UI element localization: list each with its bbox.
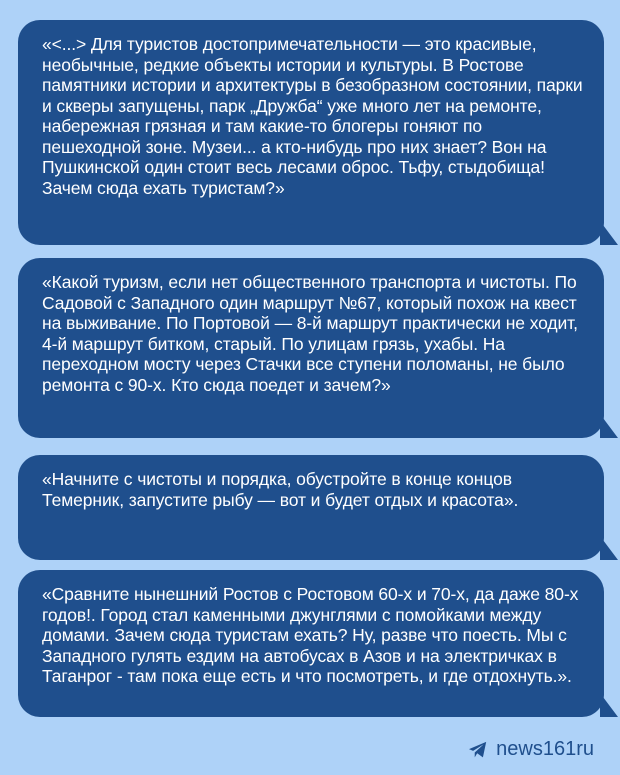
quote-bubble-2 — [18, 258, 604, 438]
quote-text-3: «Начните с чистоты и порядка, обустройте в конце концов Темерник, запустите рыбу — вот и будет отдых и красота». — [42, 469, 519, 510]
quote-text-4: «Сравните нынешний Ростов с Ростовом 60-х и 70-х, да даже 80-х годов!. Город стал каменными джунглями с помойками между домами. Зачем сюда туристам ехать? Ну, разве что поесть. Мы с Западного гулять ездим на автобусах в Азов и на электричках в Таганрог - там пока еще есть и что посмотреть, и где отдохнуть.». — [42, 584, 579, 686]
source-footer — [468, 738, 594, 761]
quote-text-2: «Какой туризм, если нет общественного транспорта и чистоты. По Садовой с Западного один маршрут №67, который похож на квест на выживание. По Портовой — 8-й маршрут практически не ходит, 4-й маршрут битком, старый. По улицам грязь, ухабы. На переходном мосту через Стачки все ступени поломаны, не было ремонта с 90-х. Кто сюда поедет и зачем?» — [42, 272, 578, 395]
quote-bubble-1 — [18, 20, 604, 245]
quote-bubble-4 — [18, 570, 604, 717]
telegram-icon — [468, 741, 488, 759]
quote-bubble-3 — [18, 455, 604, 560]
source-brand: news161ru — [496, 738, 594, 760]
quote-text-1: «<...> Для туристов достопримечательности — это красивые, необычные, редкие объекты истории и культуры. В Ростове памятники истории и архитектуры в безобразном состоянии, парки и скверы запущены, парк „Дружба“ уже много лет на ремонте, набережная грязная и там какие-то блогеры гоняют по пешеходной зоне. Музеи... а кто-нибудь про них знает? Вон на Пушкинской один стоит весь лесами оброс. Тьфу, стыдобища! Зачем сюда ехать туристам?» — [42, 34, 583, 198]
